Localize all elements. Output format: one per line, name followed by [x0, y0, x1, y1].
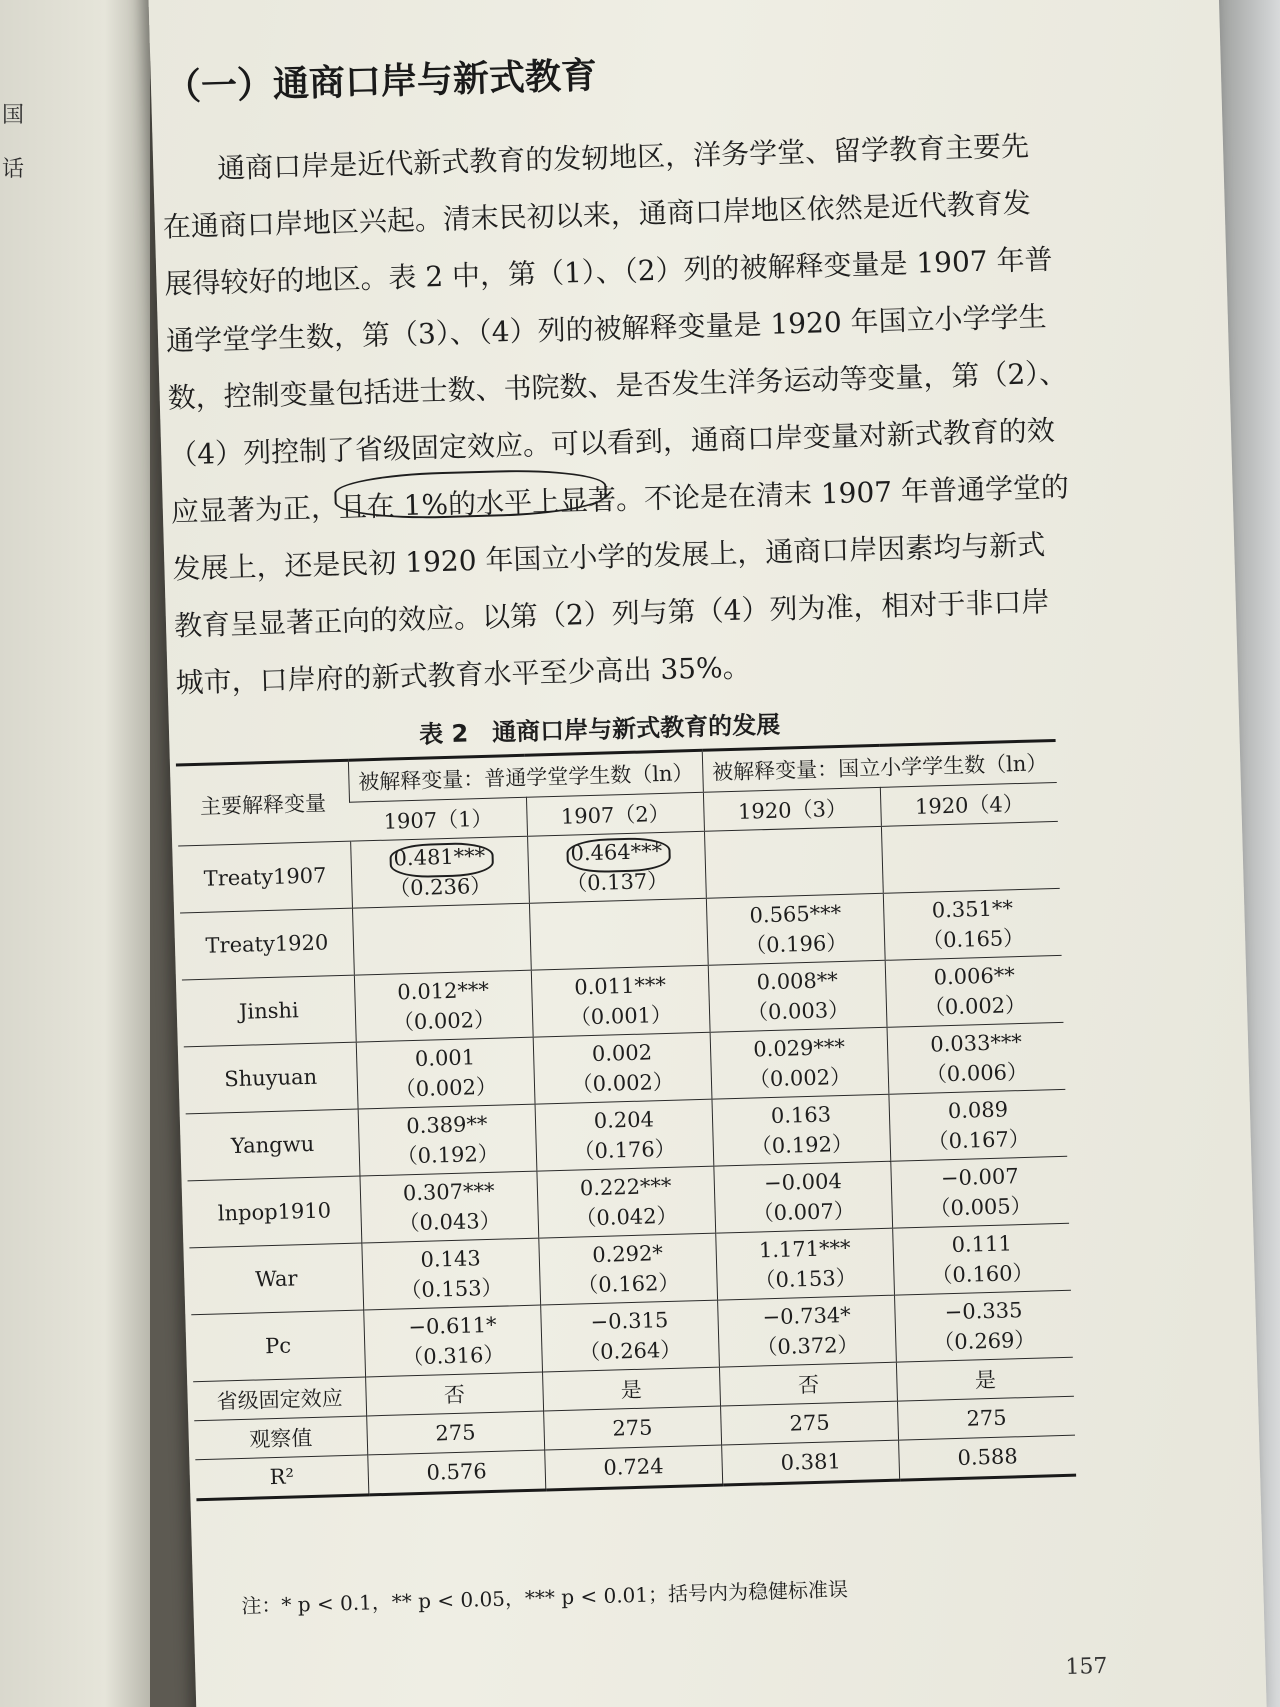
standard-error: （0.176） [573, 1136, 677, 1164]
coef-cell [537, 1166, 716, 1238]
coefficient: 0.029*** [753, 1034, 846, 1062]
coefficient: 0.089 [947, 1097, 1009, 1124]
coef-cell [529, 898, 708, 970]
coefficient: 0.111 [951, 1231, 1013, 1258]
coef-cell [706, 893, 885, 965]
standard-error: （0.165） [921, 925, 1025, 953]
variable-name: R² [195, 1455, 369, 1500]
left-page-char: 国 [2, 103, 25, 128]
coefficient: 0.012*** [397, 977, 490, 1005]
meta-cell: 0.724 [544, 1445, 722, 1490]
coef-cell [538, 1233, 717, 1305]
coef-cell [540, 1300, 719, 1372]
standard-error: （0.153） [754, 1265, 857, 1293]
variable-name: Shuyuan [184, 1042, 358, 1114]
coefficient: 0.565*** [749, 901, 842, 928]
standard-error: （0.236） [388, 873, 492, 901]
coefficient: 0.222*** [579, 1173, 672, 1201]
coef-cell [535, 1099, 714, 1171]
coefficient: 0.033*** [929, 1030, 1023, 1057]
meta-cell: 0.576 [368, 1450, 546, 1495]
standard-error: （0.192） [396, 1141, 500, 1169]
coefficient: 0.011*** [573, 972, 667, 1000]
column-header: 1907（1） [350, 797, 528, 841]
meta-cell: 275 [898, 1396, 1075, 1440]
coef-cell [710, 1027, 889, 1099]
variable-name: Jinshi [182, 975, 356, 1047]
standard-error [530, 932, 706, 937]
coef-cell [889, 1089, 1067, 1161]
coef-cell [527, 831, 706, 903]
standard-error: （0.160） [931, 1260, 1034, 1288]
variable-name: Treaty1907 [178, 841, 352, 913]
coefficient: 0.481*** [393, 843, 486, 871]
coef-cell [704, 826, 883, 898]
coef-cell [362, 1238, 540, 1310]
handwritten-circle-mark [566, 837, 671, 874]
group-header: 被解释变量：普通学堂学生数（ln） [348, 750, 703, 802]
column-header: 1920（3） [703, 787, 881, 831]
coef-cell [354, 970, 532, 1042]
group-header: 被解释变量：国立小学学生数（ln） [702, 740, 1057, 792]
meta-cell: 0.588 [899, 1435, 1076, 1480]
standard-error [354, 937, 530, 942]
meta-cell: 是 [897, 1357, 1074, 1401]
table-title: 表 2 通商口岸与新式教育的发展 [418, 710, 781, 749]
variable-name: War [189, 1243, 363, 1315]
coef-cell [352, 903, 530, 975]
standard-error: （0.162） [577, 1270, 680, 1298]
coefficient: 0.292* [591, 1241, 664, 1268]
meta-cell: 275 [721, 1401, 899, 1445]
coefficient: −0.335 [944, 1298, 1023, 1325]
standard-error: （0.264） [578, 1337, 682, 1365]
coef-cell [885, 955, 1063, 1027]
book-page [148, 0, 1267, 1707]
paragraph-line: 数，控制变量包括进士数、书院数、是否发生洋务运动等变量，第（2）、 [167, 356, 1068, 415]
left-page-edge [0, 0, 150, 1707]
coefficient: 0.002 [591, 1040, 653, 1067]
coefficient: −0.007 [940, 1164, 1019, 1191]
coef-cell [893, 1223, 1071, 1295]
standard-error: （0.005） [929, 1193, 1033, 1221]
coefficient: −0.611* [408, 1312, 497, 1340]
coef-cell [887, 1022, 1065, 1094]
standard-error: （0.316） [401, 1342, 505, 1370]
section-heading: （一）通商口岸与新式教育 [164, 55, 598, 109]
coef-cell [891, 1156, 1069, 1228]
standard-error: （0.001） [569, 1002, 673, 1030]
coefficient [883, 855, 1059, 860]
column-header: 1920（4） [880, 782, 1057, 826]
coef-cell [531, 965, 710, 1037]
variable-name: Pc [191, 1310, 365, 1382]
paragraph-line: 教育呈显著正向的效应。以第（2）列与第（4）列为准，相对于非口岸 [173, 585, 1050, 643]
standard-error: （0.002） [571, 1069, 675, 1097]
standard-error: （0.167） [927, 1126, 1031, 1154]
standard-error: （0.372） [756, 1332, 859, 1360]
coef-cell [358, 1104, 536, 1176]
handwritten-circle-mark [389, 842, 494, 879]
coefficient: 0.006** [933, 963, 1016, 990]
coef-cell [883, 888, 1061, 960]
paragraph-line: （4）列控制了省级固定效应。可以看到，通商口岸变量对新式教育的效 [168, 413, 1056, 472]
standard-error: （0.002） [923, 992, 1027, 1020]
standard-error: （0.007） [752, 1198, 856, 1226]
meta-cell: 是 [542, 1367, 720, 1411]
coefficient: 0.307*** [402, 1178, 495, 1206]
coefficient: 0.008** [756, 968, 839, 995]
standard-error: （0.003） [746, 997, 850, 1025]
standard-error: （0.153） [400, 1275, 503, 1303]
paragraph-line: 发展上，还是民初 1920 年国立小学的发展上，通商口岸因素均与新式 [171, 528, 1046, 586]
paragraph-line: 通商口岸是近代新式教育的发轫地区，洋务学堂、留学教育主要先 [160, 129, 1030, 187]
coefficient: 0.001 [414, 1045, 476, 1071]
left-page-char: 话 [2, 157, 25, 182]
coefficient: 0.204 [593, 1107, 655, 1133]
coef-cell [356, 1037, 534, 1109]
coefficient [530, 932, 706, 937]
paragraph-line: 在通商口岸地区兴起。清末民初以来，通商口岸地区依然是近代教育发 [162, 186, 1032, 244]
coefficient [706, 860, 882, 865]
row-header-label: 主要解释变量 [176, 760, 351, 846]
page-number: 157 [1065, 1653, 1108, 1681]
variable-name: Treaty1920 [180, 908, 354, 980]
coef-cell [364, 1305, 542, 1377]
coefficient: 0.143 [420, 1246, 482, 1272]
coef-cell [351, 836, 529, 908]
standard-error: （0.042） [575, 1203, 678, 1231]
coefficient: 1.171*** [758, 1235, 851, 1263]
body-paragraph [160, 117, 1070, 711]
variable-name: Yangwu [186, 1109, 360, 1181]
coefficient: 0.351** [931, 896, 1014, 923]
meta-cell: 否 [719, 1362, 897, 1406]
coefficient [354, 937, 530, 942]
standard-error: （0.002） [394, 1074, 498, 1102]
coefficient: 0.464*** [570, 838, 663, 866]
coef-cell [718, 1295, 897, 1367]
paragraph-line: 城市，口岸府的新式教育水平至少高出 35%。 [175, 650, 752, 700]
coef-cell [360, 1171, 538, 1243]
coefficient: 0.163 [770, 1102, 832, 1129]
standard-error: （0.269） [933, 1327, 1036, 1355]
standard-error [883, 855, 1059, 860]
standard-error: （0.043） [398, 1208, 501, 1236]
coef-cell [895, 1290, 1073, 1362]
variable-name: 省级固定效应 [193, 1377, 367, 1421]
variable-name: lnpop1910 [188, 1176, 362, 1248]
table-note: 注：* p < 0.1，** p < 0.05，*** p < 0.01；括号内为稳健标准误 [241, 1577, 849, 1619]
standard-error: （0.192） [750, 1131, 854, 1159]
coefficient: −0.315 [590, 1308, 669, 1335]
standard-error: （0.196） [744, 930, 848, 958]
paragraph-line: 通学堂学生数，第（3）、（4）列的被解释变量是 1920 年国立小学学生 [165, 300, 1047, 358]
coefficient: 0.389** [406, 1111, 488, 1139]
coef-cell [716, 1228, 895, 1300]
standard-error: （0.137） [565, 868, 669, 896]
column-header: 1907（2） [526, 792, 704, 836]
coefficient: −0.734* [762, 1302, 852, 1330]
paragraph-line: 应显著为正，且在 1%的水平上显著。不论是在清末 1907 年普通学堂的 [170, 470, 1070, 529]
standard-error: （0.002） [748, 1064, 852, 1092]
coefficient: −0.004 [763, 1169, 843, 1196]
standard-error [706, 860, 882, 865]
meta-cell: 275 [367, 1411, 545, 1455]
coef-cell [708, 960, 887, 1032]
regression-table [176, 739, 1076, 1501]
meta-cell: 0.381 [722, 1440, 900, 1485]
standard-error: （0.006） [925, 1059, 1029, 1087]
coef-cell [712, 1094, 891, 1166]
variable-name: 观察值 [194, 1416, 368, 1460]
paragraph-line: 展得较好的地区。表 2 中，第（1）、（2）列的被解释变量是 1907 年普 [164, 242, 1053, 301]
meta-cell: 275 [543, 1406, 721, 1450]
coef-cell [533, 1032, 712, 1104]
coef-cell [714, 1161, 893, 1233]
standard-error: （0.002） [392, 1007, 496, 1035]
meta-cell: 否 [366, 1372, 544, 1416]
coef-cell [882, 821, 1060, 893]
